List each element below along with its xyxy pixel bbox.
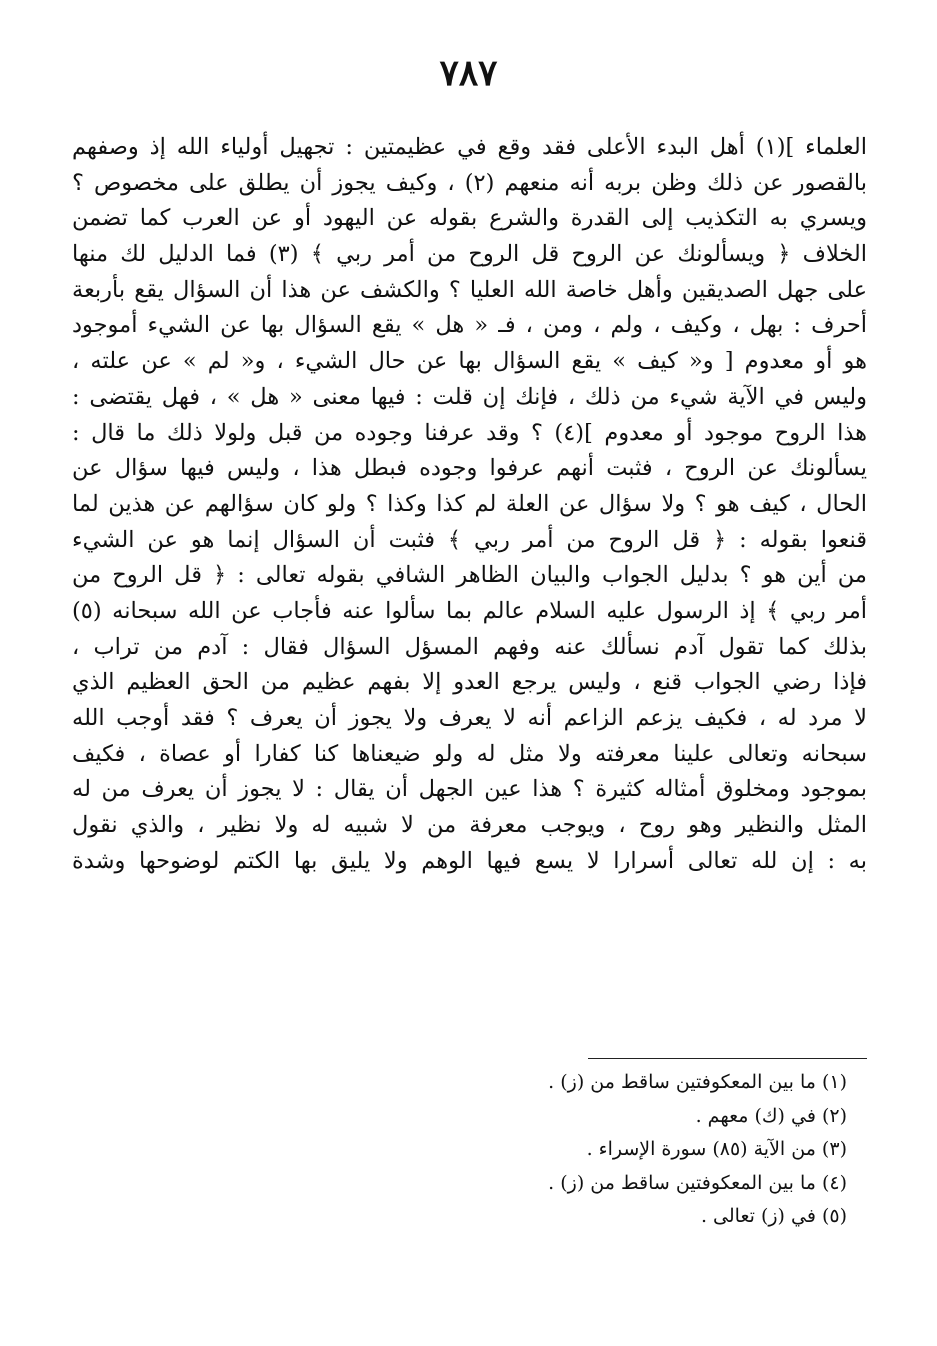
footnote: (٤) ما بين المعكوفتين ساقط من (ز) . bbox=[548, 1171, 847, 1194]
text-line: أحرف : بهل ، وكيف ، ولم ، ومن ، فـ « هل » يقع السؤال بها عن الشيء أموجود bbox=[72, 312, 867, 339]
text-line: لا مرد له ، فكيف يزعم الزاعم أنه لا يعرف ولا يجوز أن يعرف ؟ فقد أوجب الله bbox=[72, 705, 867, 731]
text-line: هذا الروح موجود أو معدوم ](٤) ؟ وقد عرفنا وجوده من قبل ولولا ذلك ما قال : bbox=[72, 419, 867, 446]
footnotes bbox=[347, 1066, 847, 1234]
text-line: قنعوا بقوله : ﴿ قل الروح من أمر ربي ﴾ فثبت أن السؤال إنما هو عن الشيء bbox=[72, 526, 867, 553]
text-line: الخلاف ﴿ ويسألونك عن الروح قل الروح من أمر ربي ﴾ (٣) فما الدليل لك منها bbox=[72, 241, 867, 268]
text-line: سبحانه وتعالى علينا معرفته ولا مثل له ولو ضيعناها كنا كفارا أو عصاة ، فكيف bbox=[72, 740, 867, 767]
text-line: فإذا رضي الجواب قنع ، وليس يرجع العدو إلا بفهم عظيم من الحق العظيم الذي bbox=[72, 669, 867, 696]
text-line: الحال ، كيف هو ؟ ولا سؤال عن العلة لم كذا وكذا ؟ ولو كان سؤالهم عن هذين لما bbox=[72, 490, 867, 517]
text-line: بذلك كما تقول آدم نسألك عنه وفهم المسؤل السؤال فقال : آدم من تراب ، bbox=[72, 633, 867, 660]
text-line: هو أو معدوم [ و« كيف » يقع السؤال بها عن حال الشيء ، و« لم » عن علته ، bbox=[72, 348, 867, 375]
main-text bbox=[72, 130, 867, 879]
footnote-divider bbox=[588, 1058, 867, 1059]
footnote: (١) ما بين المعكوفتين ساقط من (ز) . bbox=[548, 1071, 847, 1093]
text-line: على جهل الصديقين وأهل خاصة الله العليا ؟ والكشف عن هذا أن السؤال يقع بأربعة bbox=[72, 276, 867, 303]
footnote: (٣) من الآية (٨٥) سورة الإسراء . bbox=[586, 1138, 847, 1160]
text-line: أمر ربي ﴾ إذ الرسول عليه السلام عالم بما سألوا عنه فأجاب عن الله سبحانه (٥) bbox=[72, 597, 867, 624]
page-number: ٧٨٧ bbox=[439, 52, 498, 94]
text-line: العلماء ](١) أهل البدء الأعلى فقد وقع في عظيمتين : تجهيل أولياء الله إذ وصفهم bbox=[72, 134, 867, 160]
text-line: بموجود ومخلوق أمثاله كثيرة ؟ هذا عين الجهل أن يقال : لا يجوز أن يعرف من له bbox=[72, 776, 867, 803]
text-line: وليس في الآية شيء من ذلك ، فإنك إن قلت : فيها معنى « هل » ، فهل يقتضى : bbox=[72, 383, 867, 410]
text-line: يسألونك عن الروح ، فثبت أنهم عرفوا وجوده فبطل هذا ، وليس فيها سؤال عن bbox=[72, 455, 867, 482]
text-line: ويسري به التكذيب إلى القدرة والشرع بقوله عن اليهود أو عن العرب كما تضمن bbox=[72, 205, 867, 232]
text-line: من أين هو ؟ بدليل الجواب والبيان الظاهر الشافي بقوله تعالى : ﴿ قل الروح من bbox=[72, 562, 867, 589]
text-line: به : إن لله تعالى أسرارا لا يسع فيها الوهم ولا يليق بها الكتم لوضوحها وشدة bbox=[72, 847, 867, 874]
text-line: المثل والنظير وهو روح ، ويوجب معرفة من لا شبيه له ولا نظير ، والذي نقول bbox=[72, 812, 867, 839]
footnote: (٥) في (ز) تعالى . bbox=[700, 1205, 847, 1227]
text-line: بالقصور عن ذلك وظن بربه أنه منعهم (٢) ، وكيف يجوز أن يطلق على مخصوص ؟ bbox=[72, 169, 867, 196]
footnote: (٢) في (ك) معهم . bbox=[695, 1104, 847, 1127]
